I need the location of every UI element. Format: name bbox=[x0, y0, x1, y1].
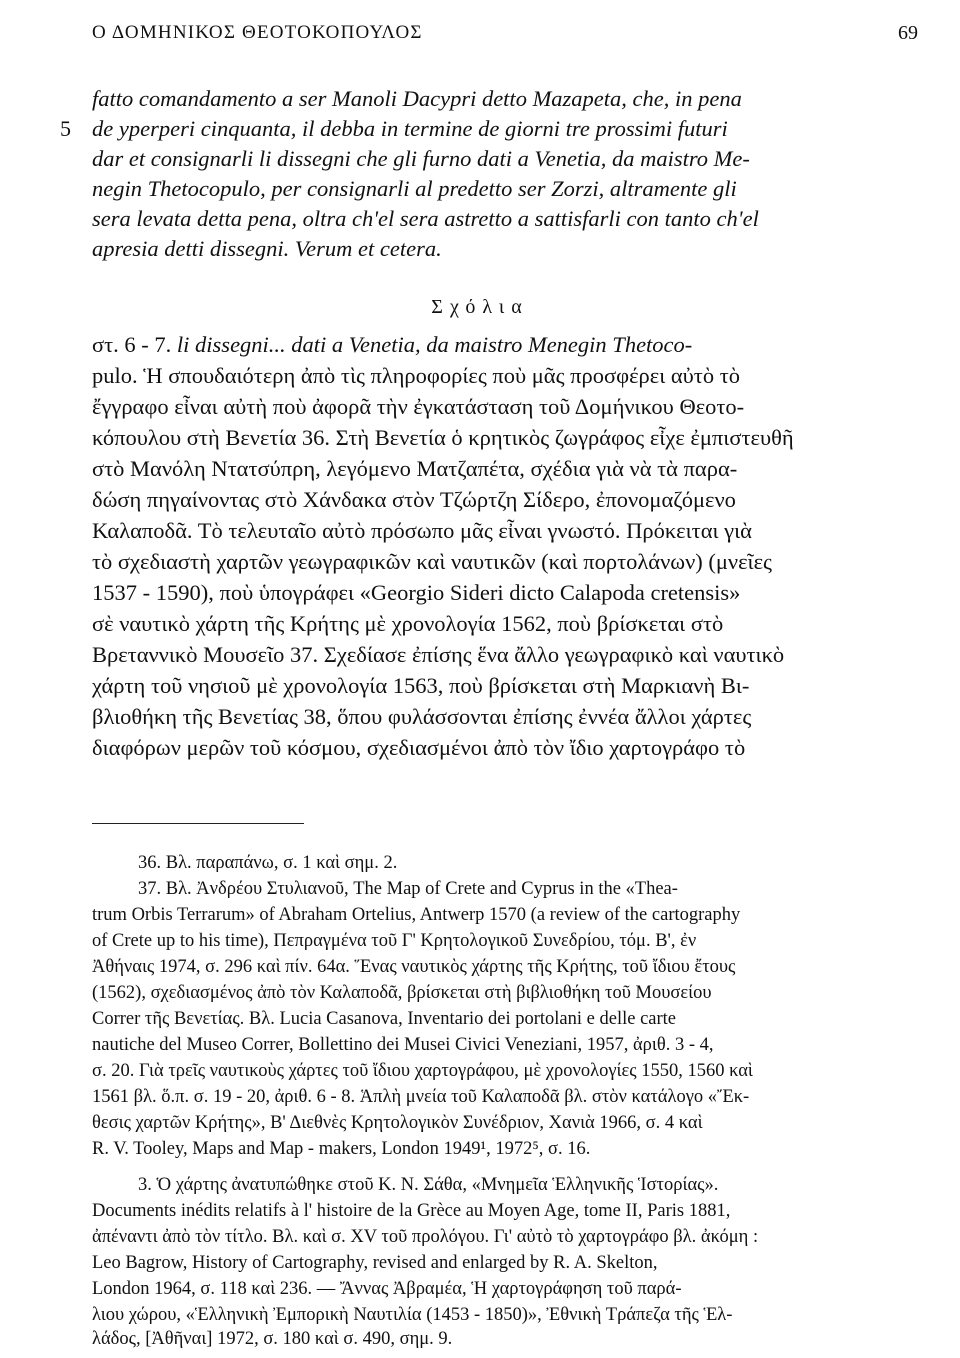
footnote-line: 3. Ὁ χάρτης ἀνατυπώθηκε στοῦ Κ. Ν. Σάθα, «Μνημεῖα Ἑλληνικῆς Ἱστορίας». bbox=[138, 1175, 719, 1195]
footnote-line: ἀπέναντι ἀπὸ τὸν τίτλο. Βλ. καὶ σ. XV τοῦ προλόγου. Γι' αὐτὸ τὸ χαρτογράφο βλ. ἀκόμη : bbox=[92, 1227, 759, 1247]
footnote-line: Ἀθήναις 1974, σ. 296 καὶ πίν. 64α. Ἕνας ναυτικὸς χάρτης τῆς Κρήτης, τοῦ ἴδιου ἔτους bbox=[92, 957, 736, 977]
commentary-line: Βρεταννικὸ Μουσεῖο 37. Σχεδίασε ἐπίσης ἕνα ἄλλο γεωγραφικὸ καὶ ναυτικὸ bbox=[92, 642, 785, 667]
commentary-line: pulo. Ἡ σπουδαιότερη ἀπὸ τὶς πληροφορίες ποὺ μᾶς προσφέρει αὐτὸ τὸ bbox=[92, 363, 741, 388]
reference-title: li dissegni... dati a Venetia, da maistro Menegin Thetoco- bbox=[176, 332, 693, 357]
margin-line-number: 5 bbox=[60, 116, 71, 141]
commentary-line: κόπουλου στὴ Βενετία 36. Στὴ Βενετία ὁ κρητικὸς ζωγράφος εἶχε ἐμπιστευθῆ bbox=[92, 425, 794, 450]
commentary-line: σὲ ναυτικὸ χάρτη τῆς Κρήτης μὲ χρονολογία 1562, ποὺ βρίσκεται στὸ bbox=[92, 611, 724, 636]
footnote-line: R. V. Tooley, Maps and Map - makers, London 1949¹, 1972⁵, σ. 16. bbox=[92, 1139, 591, 1159]
footnote-separator bbox=[92, 823, 304, 824]
running-title: Ο ΔΟΜΗΝΙΚΟΣ ΘΕΟΤΟΚΟΠΟΥΛΟΣ bbox=[92, 22, 423, 43]
footnote-line: 37. Βλ. Ἀνδρέου Στυλιανοῦ, The Map of Crete and Cyprus in the «Thea- bbox=[138, 879, 678, 899]
footnote-line: λάδος, [Ἀθῆναι] 1972, σ. 180 καὶ σ. 490, σημ. 9. bbox=[92, 1329, 453, 1349]
footnote-line: θεσις χαρτῶν Κρήτης», Β' Διεθνὲς Κρητολογικὸν Συνέδριον, Χανιὰ 1966, σ. 4 καὶ bbox=[92, 1113, 703, 1133]
footnote-line: (1562), σχεδιασμένος ἀπὸ τὸν Καλαποδᾶ, βρίσκεται στὴ βιβλιοθήκη τοῦ Μουσείου bbox=[92, 983, 712, 1003]
footnote-line: σ. 20. Γιὰ τρεῖς ναυτικοὺς χάρτες τοῦ ἴδιου χαρτογράφου, μὲ χρονολογίες 1550, 1560 καὶ bbox=[92, 1061, 753, 1081]
running-head bbox=[92, 22, 918, 52]
quote-line: apresia detti dissegni. Verum et cetera. bbox=[92, 236, 442, 261]
footnote-line: Correr τῆς Βενετίας. Βλ. Lucia Casanova, Inventario dei portolani e delle carte bbox=[92, 1009, 676, 1029]
quote-line: fatto comandamento a ser Manoli Dacypri detto Mazapeta, che, in pena bbox=[92, 86, 742, 111]
page-number: 69 bbox=[898, 22, 918, 44]
footnote-line: Leo Bagrow, History of Cartography, revised and enlarged by R. A. Skelton, bbox=[92, 1253, 658, 1273]
footnote-line: 36. Βλ. παραπάνω, σ. 1 καὶ σημ. 2. bbox=[138, 853, 398, 873]
commentary-line: βλιοθήκη τῆς Βενετίας 38, ὅπου φυλάσσονται ἐπίσης ἐννέα ἄλλοι χάρτες bbox=[92, 704, 752, 729]
commentary-line: Καλαποδᾶ. Τὸ τελευταῖο αὐτὸ πρόσωπο μᾶς εἶναι γνωστό. Πρόκειται γιὰ bbox=[92, 518, 752, 543]
footnote-line: 1561 βλ. ὅ.π. σ. 19 - 20, ἀριθ. 6 - 8. Ἁπλὴ μνεία τοῦ Καλαποδᾶ βλ. στὸν κατάλογο «Ἔκ- bbox=[92, 1087, 750, 1107]
commentary-line: δώση πηγαίνοντας στὸ Χάνδακα στὸν Τζώρτζη Σίδερο, ἐπονομαζόμενο bbox=[92, 487, 736, 512]
footnote-line: λιου χώρου, «Ἑλληνικὴ Ἐμπορικὴ Ναυτιλία (1453 - 1850)», Ἐθνικὴ Τράπεζα τῆς Ἑλ- bbox=[92, 1305, 733, 1325]
scholia-heading: Σχόλια bbox=[431, 296, 529, 318]
commentary-line: χάρτη τοῦ νησιοῦ μὲ χρονολογία 1563, ποὺ βρίσκεται στὴ Μαρκιανὴ Βι- bbox=[92, 673, 750, 698]
footnote-line: nautiche del Museo Correr, Bollettino dei Musei Civici Veneziani, 1957, ἀριθ. 3 - 4, bbox=[92, 1035, 714, 1055]
quote-line: sera levata detta pena, oltra ch'el sera astretto a sattisfarli con tanto ch'el bbox=[92, 206, 759, 231]
quote-line: de yperperi cinquanta, il debba in termine de giorni tre prossimi futuri bbox=[92, 116, 728, 141]
commentary-line: τὸ σχεδιαστὴ χαρτῶν γεωγραφικῶν καὶ ναυτικῶν (καὶ πορτολάνων) (μνεῖες bbox=[92, 549, 772, 574]
commentary-line: στὸ Μανόλη Ντατσύπρη, λεγόμενο Ματζαπέτα, σχέδια γιὰ νὰ τὰ παρα- bbox=[92, 456, 738, 481]
quote-line: negin Thetocopulo, per consignarli al predetto ser Zorzi, altramente gli bbox=[92, 176, 737, 201]
footnote-line: Documents inédits relatifs à l' histoire de la Grèce au Moyen Age, tome II, Paris 1881, bbox=[92, 1201, 731, 1221]
reference-label: στ. 6 - 7. bbox=[92, 332, 172, 357]
footnote-line: of Crete up to his time), Πεπραγμένα τοῦ Γ' Κρητολογικοῦ Συνεδρίου, τόμ. Β', ἐν bbox=[92, 931, 697, 951]
commentary-reference bbox=[92, 332, 692, 358]
footnote-line: London 1964, σ. 118 καὶ 236. — Ἄννας Ἀβραμέα, Ἡ χαρτογράφηση τοῦ παρά- bbox=[92, 1279, 682, 1299]
footnote-line: trum Orbis Terrarum» of Abraham Ortelius, Antwerp 1570 (a review of the cartography bbox=[92, 905, 741, 925]
commentary-line: ἔγγραφο εἶναι αὐτὴ ποὺ ἀφορᾶ τὴν ἐγκατάσταση τοῦ Δομήνικου Θεοτο- bbox=[92, 394, 745, 419]
commentary-line: διαφόρων μερῶν τοῦ κόσμου, σχεδιασμένοι ἀπὸ τὸν ἴδιο χαρτογράφο τὸ bbox=[92, 735, 746, 760]
commentary-line: 1537 - 1590), ποὺ ὑπογράφει «Georgio Sideri dicto Calapoda cretensis» bbox=[92, 580, 741, 605]
quote-line: dar et consignarli li dissegni che gli furno dati a Venetia, da maistro Me- bbox=[92, 146, 750, 171]
